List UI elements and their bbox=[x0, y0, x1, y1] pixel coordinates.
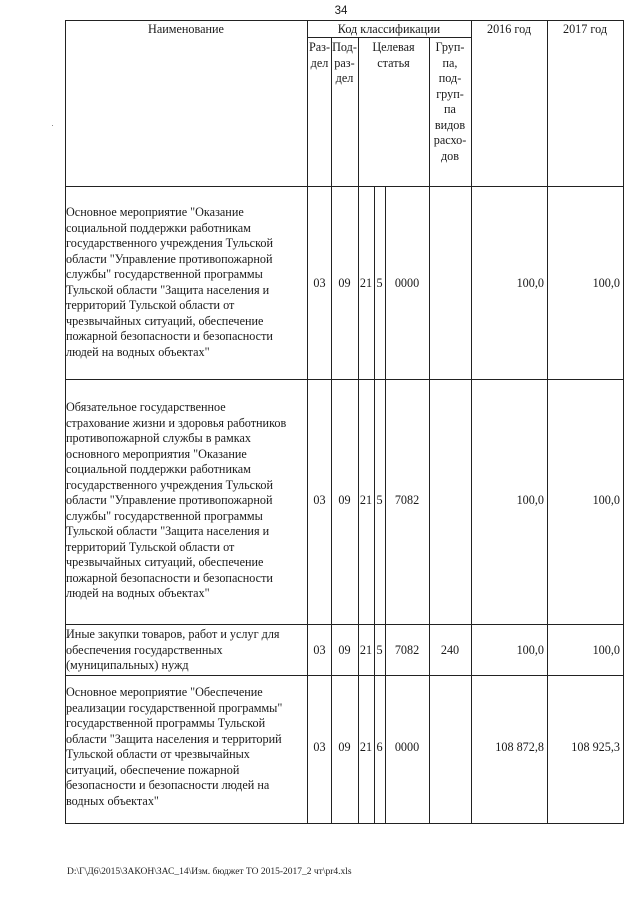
row3-2017: 100,0 bbox=[592, 643, 620, 657]
row2-name: Обязательное государственное страхование жизни и здоровья работников противопожарной службы в рамках основного мероприятия "Оказание социальной поддержки работникам государственного учреждения Тульской области "Управление противопожарной службы" государственной программы Тульской области "Защита населения и территорий Тульской области от чрезвычайных ситуаций, обеспечение пожарной безопасности и безопасности людей на водных объектах" bbox=[66, 400, 287, 600]
row2-razdel: 03 bbox=[313, 493, 326, 507]
row2-podrazdel: 09 bbox=[338, 493, 351, 507]
row1-podrazdel: 09 bbox=[338, 276, 351, 290]
row4-2017: 108 925,3 bbox=[571, 740, 620, 754]
col-divider-2016 bbox=[547, 20, 548, 824]
row4-target-1: 21 bbox=[359, 740, 373, 754]
col-divider-group bbox=[471, 20, 472, 824]
file-path-footer: D:\Г\Д6\2015\ЗАКОН\ЗАС_14\Изм. бюджет ТО 2015-2017_2 чт\pr4.xls bbox=[67, 867, 352, 877]
table-border-right bbox=[623, 20, 624, 824]
row3-target-1: 21 bbox=[359, 643, 373, 657]
row3-name: Иные закупки товаров, работ и услуг для обеспечения государственных (муниципальных) нужд bbox=[66, 627, 280, 672]
row2-2016: 100,0 bbox=[516, 493, 544, 507]
row4-name: Основное мероприятие "Обеспечение реализации государственной программы" государственной программы Тульской области "Защита населения и территорий Тульской области от чрезвычайных ситуаций, обеспечение пожарной безопасности и безопасности людей на водных объектах" bbox=[66, 685, 283, 808]
row3-bottom-line bbox=[65, 675, 624, 676]
row1-razdel: 03 bbox=[313, 276, 326, 290]
row1-2016: 100,0 bbox=[516, 276, 544, 290]
header-expense-group: Груп- па, под- груп- па видов расхо- дов bbox=[433, 40, 467, 163]
row4-target-2: 6 bbox=[376, 740, 383, 754]
row1-name: Основное мероприятие "Оказание социальной поддержки работникам государственного учреждения Тульской области "Управление противопожарной службы" государственной программы Тульской области "Защита населения и территорий Тульской области от чрезвычайных ситуаций, обеспечение пожарной безопасности и безопасности людей на водных объектах" bbox=[66, 205, 273, 359]
header-year-2017: 2017 год bbox=[562, 22, 608, 36]
scan-speck bbox=[52, 125, 53, 126]
header-bottom-line bbox=[65, 186, 624, 187]
row1-target-1: 21 bbox=[359, 276, 373, 290]
row2-target-1: 21 bbox=[359, 493, 373, 507]
row1-target-3: 0000 bbox=[394, 276, 420, 290]
row1-target-2: 5 bbox=[376, 276, 383, 290]
row4-razdel: 03 bbox=[313, 740, 326, 754]
row3-podrazdel: 09 bbox=[338, 643, 351, 657]
row2-bottom-line bbox=[65, 624, 624, 625]
table-border-top bbox=[65, 20, 624, 21]
row4-target-3: 0000 bbox=[394, 740, 420, 754]
row4-2016: 108 872,8 bbox=[495, 740, 544, 754]
row2-target-2: 5 bbox=[376, 493, 383, 507]
header-name: Наименование bbox=[148, 22, 224, 36]
row2-target-3: 7082 bbox=[394, 493, 420, 507]
row2-2017: 100,0 bbox=[592, 493, 620, 507]
row3-target-2: 5 bbox=[376, 643, 383, 657]
header-razdel: Раз- дел bbox=[308, 40, 331, 70]
row1-bottom-line bbox=[65, 379, 624, 380]
row1-2017: 100,0 bbox=[592, 276, 620, 290]
col-divider-name bbox=[307, 20, 308, 824]
budget-table bbox=[65, 20, 624, 824]
header-target-article: Целевая статья bbox=[372, 40, 415, 70]
header-podrazdel: Под- раз- дел bbox=[332, 40, 357, 85]
page-number: 34 bbox=[334, 5, 348, 17]
row4-podrazdel: 09 bbox=[338, 740, 351, 754]
col-divider-podrazdel bbox=[358, 37, 359, 824]
row3-razdel: 03 bbox=[313, 643, 326, 657]
row3-group: 240 bbox=[440, 643, 460, 657]
header-classification: Код классификации bbox=[337, 22, 441, 36]
header-year-2016: 2016 год bbox=[486, 22, 532, 36]
table-border-bottom bbox=[65, 823, 624, 824]
row3-target-3: 7082 bbox=[394, 643, 420, 657]
row3-2016: 100,0 bbox=[516, 643, 544, 657]
col-divider-razdel bbox=[331, 37, 332, 824]
